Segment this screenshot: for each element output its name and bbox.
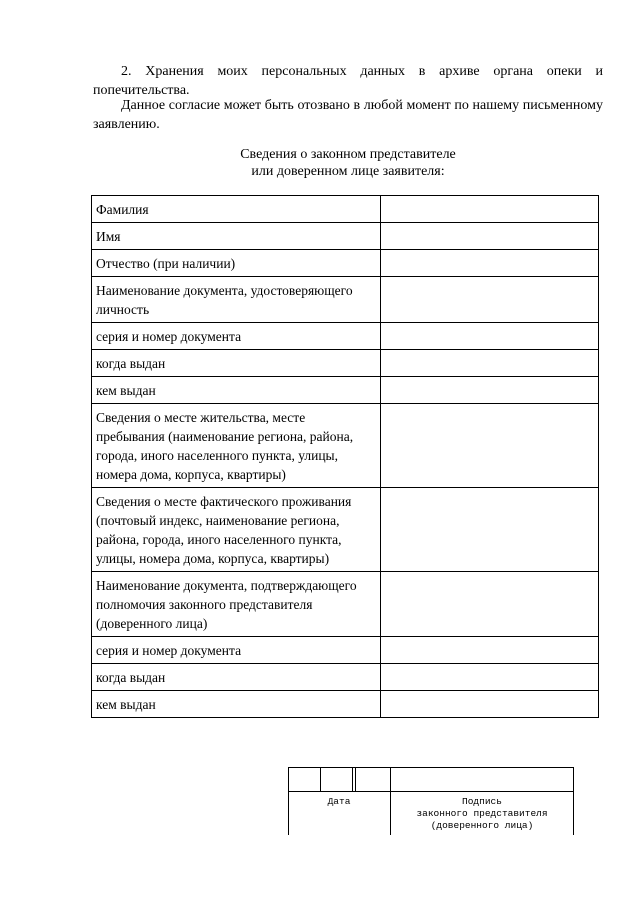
date-caption: Дата [327,796,351,807]
table-row [92,350,599,377]
field-value[interactable] [381,377,599,404]
field-label: кем выдан [92,691,381,718]
section-heading-line2: или доверенном лице заявителя: [251,164,445,179]
table-row [92,323,599,350]
field-value[interactable] [381,196,599,223]
signature-caption [391,796,573,832]
table-row [92,488,599,572]
field-label: серия и номер документа [92,637,381,664]
field-value[interactable] [381,691,599,718]
field-value[interactable] [381,250,599,277]
section-heading [93,146,603,180]
field-label: когда выдан [92,350,381,377]
date-box-divider-3[interactable] [355,767,356,791]
table-row [92,691,599,718]
field-label: Сведения о месте фактического проживания (почтовый индекс, наименование региона, района, города, иного населенного пункта, улицы, номера дома, корпуса, квартиры) [92,488,381,572]
table-row [92,277,599,323]
table-row [92,637,599,664]
date-box-divider-1[interactable] [320,767,321,791]
signature-block [288,767,574,835]
field-label: Фамилия [92,196,381,223]
field-value[interactable] [381,664,599,691]
field-label: Имя [92,223,381,250]
field-value[interactable] [381,350,599,377]
signature-caption-line2: законного представителя [416,808,548,819]
signature-caption-line3: (доверенного лица) [430,820,534,831]
representative-info-table [91,195,599,718]
field-label: Сведения о месте жительства, месте пребывания (наименование региона, района, города, иного населенного пункта, улицы, номера дома, корпуса, квартиры) [92,404,381,488]
table-row [92,572,599,637]
paragraph-revocation: Данное согласие может быть отозвано в любой момент по нашему письменному заявлению. [93,98,603,132]
table-row [92,404,599,488]
signature-top-line [288,767,574,768]
signature-right-border [573,767,574,835]
field-value[interactable] [381,223,599,250]
section-heading-line1: Сведения о законном представителе [240,147,456,162]
table-row [92,664,599,691]
table-row [92,196,599,223]
table-row [92,377,599,404]
field-label: серия и номер документа [92,323,381,350]
field-label: когда выдан [92,664,381,691]
field-label: кем выдан [92,377,381,404]
table-row [92,250,599,277]
field-value[interactable] [381,404,599,488]
field-label: Наименование документа, удостоверяющего личность [92,277,381,323]
paragraph-storage-consent: 2. Хранения моих персональных данных в архиве органа опеки и попечительства. [93,64,603,98]
date-box-divider-2[interactable] [352,767,353,791]
field-value[interactable] [381,572,599,637]
field-value[interactable] [381,637,599,664]
field-value[interactable] [381,323,599,350]
table-row [92,223,599,250]
field-label: Наименование документа, подтверждающего полномочия законного представителя (доверенного лица) [92,572,381,637]
field-label: Отчество (при наличии) [92,250,381,277]
field-value[interactable] [381,488,599,572]
field-value[interactable] [381,277,599,323]
signature-divider-line [288,791,574,792]
signature-caption-line1: Подпись [462,796,502,807]
